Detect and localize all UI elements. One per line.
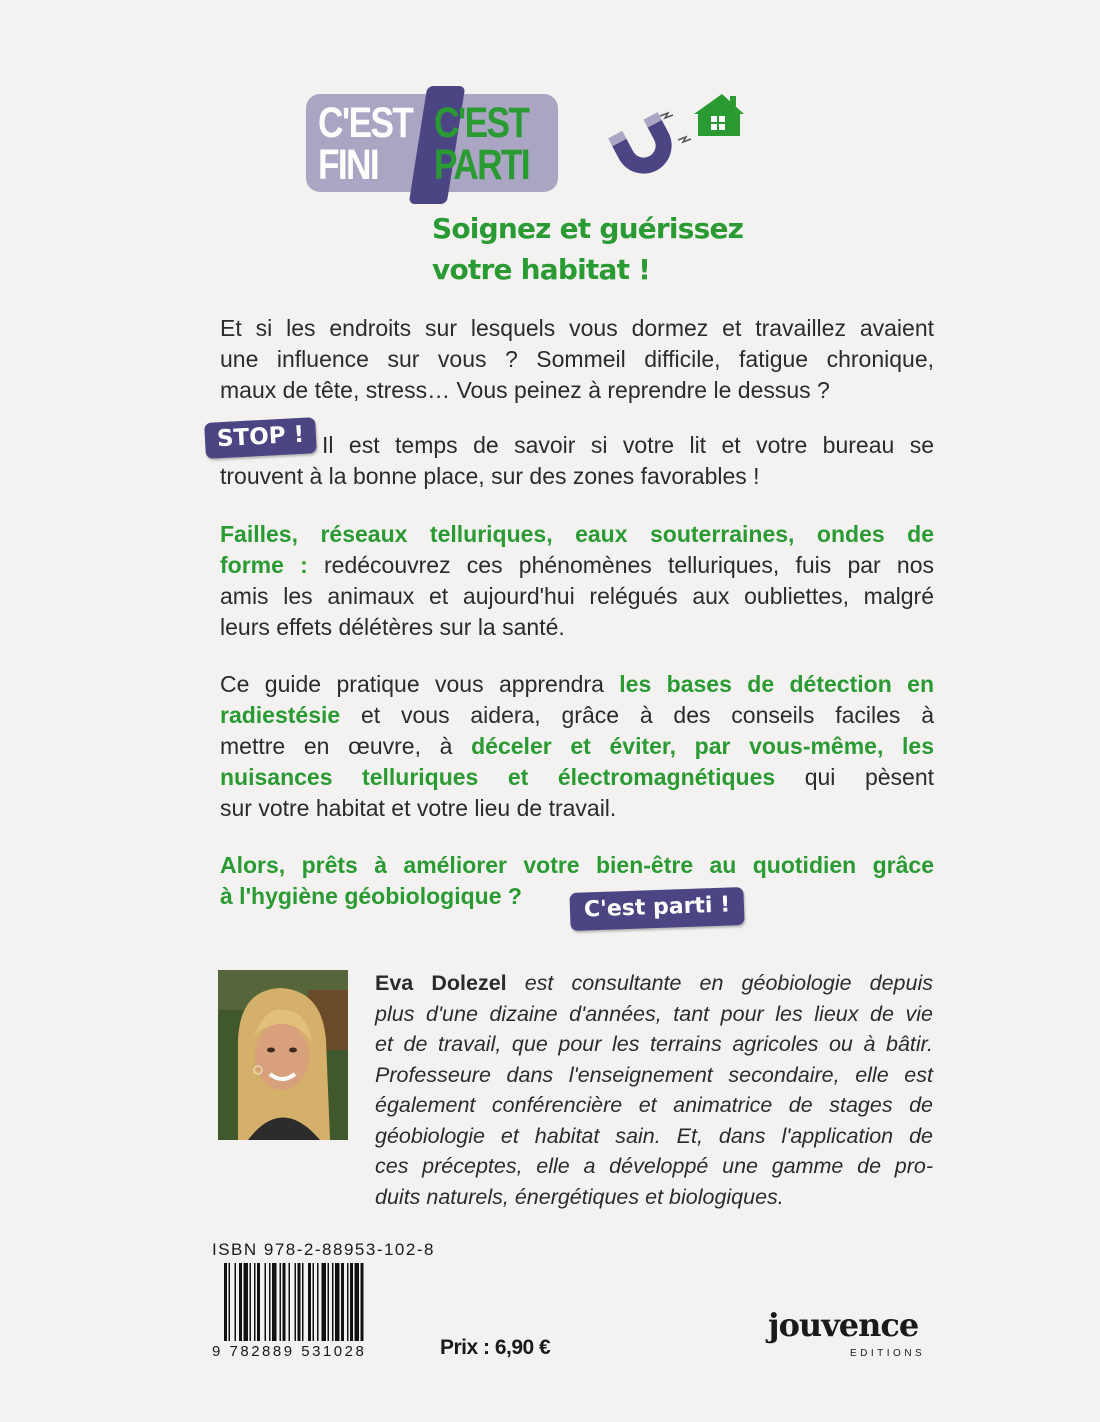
text-line: trouvent à la bonne place, sur des zones favorables !: [220, 463, 760, 489]
cest-parti-badge: C'est parti !: [569, 887, 744, 931]
isbn-label: ISBN 978-2-88953-102-8: [212, 1240, 435, 1259]
barcode-bar: [254, 1263, 256, 1351]
text-line: [220, 550, 934, 581]
barcode-bar: [244, 1263, 249, 1351]
text-fragment: est consultante en géobiologie depuis: [506, 971, 933, 995]
barcode-bar: [332, 1263, 334, 1351]
barcode-bar: [313, 1263, 315, 1351]
publisher-logo: [768, 1296, 938, 1364]
barcode-bar: [283, 1263, 286, 1351]
subtitle-line-2: votre habitat !: [432, 253, 651, 286]
barcode-bar: [302, 1263, 304, 1351]
barcode-bar: [347, 1263, 349, 1351]
barcode-bar: [295, 1263, 297, 1351]
text-line: Il est temps de savoir si votre lit et votre bureau se: [322, 432, 934, 458]
text-fragment: et vous aidera, grâce à des conseils faciles à: [340, 702, 934, 728]
author-name: Eva Dolezel: [375, 971, 507, 995]
barcode-bar: [280, 1263, 282, 1351]
highlight-text: les bases de détection en: [619, 671, 934, 697]
series-logo: [306, 86, 558, 210]
stop-paragraph: [220, 430, 934, 492]
highlight-text: Failles, réseaux telluriques, eaux souterraines, ondes de: [220, 521, 934, 547]
barcode-bar: [250, 1263, 252, 1351]
highlight-text: nuisances telluriques et électromagnétiques: [220, 764, 776, 790]
text-line: leurs effets délétères sur la santé.: [220, 614, 565, 640]
barcode-bar: [272, 1263, 277, 1351]
logo-word-cest-2: C'EST: [434, 99, 529, 147]
magnet-icon: [596, 92, 746, 182]
barcode-bar: [350, 1263, 353, 1351]
barcode-bar: [265, 1263, 267, 1351]
text-line: également conférencière et animatrice de stages de: [375, 1093, 933, 1117]
barcode-bar: [322, 1263, 327, 1351]
barcode-bar: [229, 1263, 231, 1351]
text-fragment: Ce guide pratique vous apprendra: [220, 671, 620, 697]
text-fragment: qui pèsent: [775, 764, 935, 790]
highlight-text: radiestésie: [220, 702, 341, 728]
barcode-bar: [257, 1263, 260, 1351]
barcode-bar: [335, 1263, 340, 1351]
barcode-bar: [298, 1263, 301, 1351]
stop-badge: STOP !: [204, 417, 317, 459]
intro-paragraph: [220, 313, 934, 406]
text-line: plus d'une dizaine d'années, tant pour les lieux de vie: [375, 1001, 933, 1026]
barcode-bar: [269, 1263, 271, 1351]
logo-word-parti: PARTI: [434, 141, 529, 189]
author-photo: [218, 970, 348, 1140]
text-line: Professeure dans l'enseignement secondaire, elle est: [375, 1062, 933, 1087]
text-line: [220, 762, 934, 793]
highlight-text: forme :: [220, 552, 308, 578]
barcode: [210, 1263, 430, 1359]
barcode-bar: [317, 1263, 319, 1351]
barcode-bar: [355, 1263, 360, 1351]
price-label: Prix : 6,90 €: [440, 1336, 551, 1359]
text-line: sur votre habitat et votre lieu de travail.: [220, 795, 617, 821]
author-bio: [375, 968, 933, 1212]
barcode-bar: [361, 1263, 364, 1351]
publisher-sub: EDITIONS: [850, 1348, 926, 1359]
text-line: duits naturels, énergétiques et biologiques.: [375, 1184, 784, 1209]
barcode-bar: [289, 1263, 291, 1351]
barcode-bar: [341, 1263, 344, 1351]
house-icon: [694, 94, 744, 136]
text-line: [220, 700, 934, 731]
text-fragment: redécouvrez ces phénomènes telluriques, fuis par nos: [307, 552, 934, 578]
highlight-text: à l'hygiène géobiologique ?: [220, 883, 522, 909]
highlight-text: déceler et éviter, par vous-même, les: [471, 733, 934, 759]
text-line: Et si les endroits sur lesquels vous dormez et travaillez avaient: [220, 315, 934, 341]
text-line: [220, 731, 934, 762]
barcode-digits: 9 782889 531028: [212, 1343, 367, 1359]
cover-subtitle: [432, 208, 852, 290]
barcode-bar: [239, 1263, 242, 1351]
text-line: amis les animaux et aujourd'hui relégués aux oubliettes, malgré: [220, 583, 934, 609]
barcode-bar: [308, 1263, 311, 1351]
subtitle-line-1: Soignez et guérissez: [432, 212, 744, 245]
guide-paragraph: [220, 669, 934, 824]
text-fragment: mettre en œuvre, à: [220, 733, 472, 759]
text-line: maux de tête, stress… Vous peinez à reprendre le dessus ?: [220, 377, 830, 403]
barcode-bar: [224, 1263, 227, 1351]
text-line: [375, 968, 933, 999]
barcode-bar: [235, 1263, 237, 1351]
text-line: géobiologie et habitat sain. Et, dans l'application de: [375, 1123, 933, 1148]
publisher-name: jouvence: [768, 1306, 919, 1344]
highlight-text: Alors, prêts à améliorer votre bien-être au quotidien grâce: [220, 852, 934, 878]
phenomena-paragraph: [220, 519, 934, 643]
text-line: et de travail, que pour les terrains agricoles ou à bâtir.: [375, 1032, 933, 1056]
text-line: une influence sur vous ? Sommeil difficile, fatigue chronique,: [220, 346, 934, 372]
text-line: ces préceptes, elle a développé une gamme de pro-: [375, 1154, 933, 1178]
barcode-bar: [328, 1263, 330, 1351]
logo-word-fini: FINI: [318, 141, 379, 189]
text-line: [220, 669, 934, 700]
logo-word-cest: C'EST: [318, 99, 413, 147]
